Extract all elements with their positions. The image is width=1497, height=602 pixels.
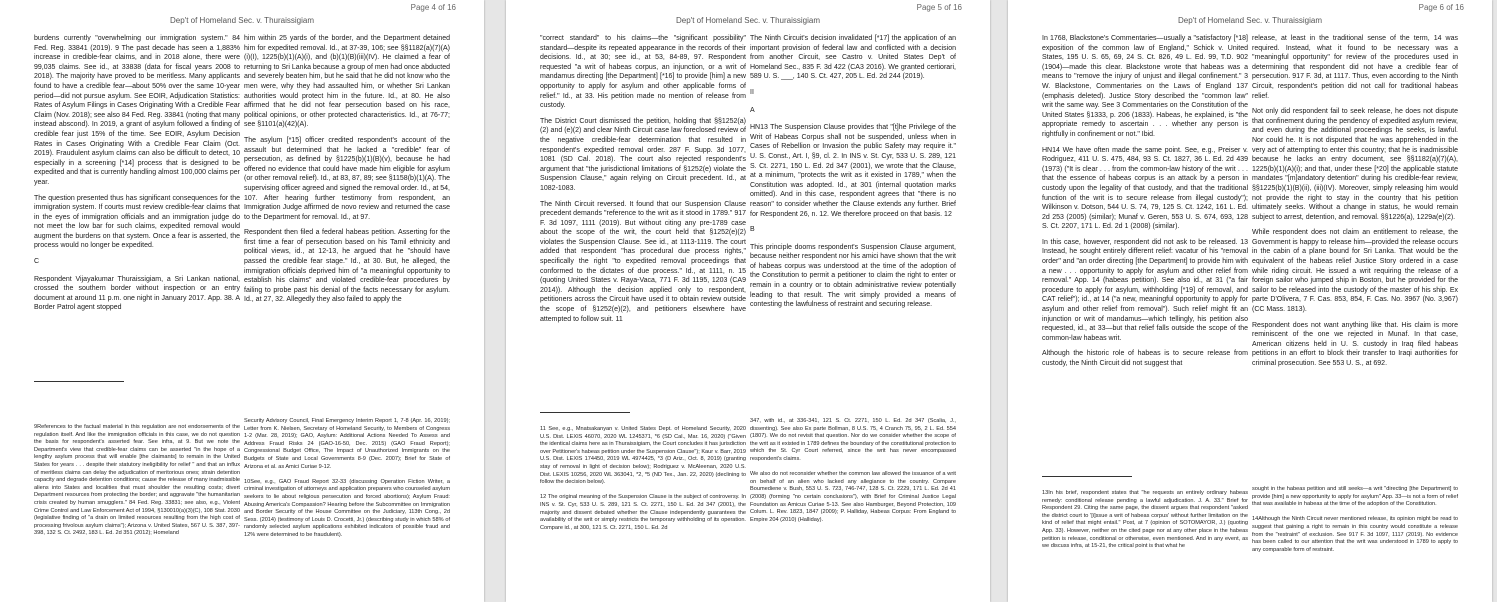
footnote-left: 9References to the factual material in this regulation are not endorsements of the regulation itself. And like the immigration officials in this case, we do not question the basis for respondent's asserted fear. See infra, at 9. But we note the Department's view that credible-fear claims can be asserted "in the hope of a lengthy asylum process that will enable [the claimants] to remain in the United States for years . . . despite their statutory ineligibility for relief " and that an influx of meritless claims can delay the adjudication of meritorious ones; strain detention capacity and degrade detention conditions; cause the release of many inadmissible aliens into States and localities that must shoulder the resulting costs; divert Department resources from protecting the border; and aggravate "the humanitarian crisis created by human smugglers." 84 Fed. Reg. 33831; see also, e.g., Violent Crime Control and Law Enforcement Act of 1994, §130010(a)(3)(C), 108 Stat. 2030 (legislative finding of "a drain on limited resources resulting from the high cost of processing frivolous asylum claims"); Arizona v. United States, 567 U. S. 387, 397-398, 132 S. Ct. 2492, 183 L. Ed. 2d 351 (2012); Homeland — [34, 424, 240, 537]
page-6 — [1008, 0, 1492, 602]
footnote-divider — [34, 381, 124, 382]
paragraph: Respondent Vijayakumar Thuraissigiam, a Sri Lankan national, crossed the southern border without inspection or an entry document at around 11 p.m. one night in January 2017. App. 38. A Border Patrol agent stopped — [34, 275, 240, 312]
running-header: Dep't of Homeland Sec. v. Thuraissigiam — [676, 16, 820, 25]
column-right — [244, 34, 450, 311]
running-header: Dep't of Homeland Sec. v. Thuraissigiam — [1178, 16, 1322, 25]
paragraph: The Ninth Circuit reversed. It found that our Suspension Clause precedent demands "reference to the writ as it stood in 1789." 917 F. 3d 1097, 1111 (2019). But without citing any pre-1789 case about the scope of the writ, the court held that §1252(e)(2) violates the Suspension Clause. See id., at 1113-1119. The court added that respondent "has procedural due process rights," specifically the right "to expedited removal proceedings that conformed to the dictates of due process." Id., at 1111, n. 15 (quoting United States v. Raya-Vaca, 771 F. 3d 1195, 1203 (CA9 2014)). Although the decision applied only to respondent, petitioners across the Circuit have used it to obtain review outside the scope of §1252(e)(2), and petitioners elsewhere have attempted to follow suit. 11 — [540, 200, 746, 323]
page-number: Page 4 of 16 — [410, 3, 456, 12]
paragraph: The Ninth Circuit's decision invalidated [*17] the application of an important provision of federal law and conflicted with a decision from another Circuit, see Castro v. United States Dep't of Homeland Sec., 835 F. 3d 422 (CA3 2016). We granted certiorari, 589 U. S. ___, 140 S. Ct. 427, 205 L. Ed. 2d 244 (2019). — [750, 35, 956, 81]
column-left — [1042, 34, 1248, 375]
column-left — [34, 34, 240, 319]
paragraph: burdens currently "overwhelming our immigration system." 84 Fed. Reg. 33841 (2019). 9 The past decade has seen a 1,883% increase in credible-fear claims, and in 2018 alone, there were 99,035 claims. See id., at 33838 (data for fiscal years 2008 to 2018). The majority have proved to be meritless. Many applicants found to have a credible fear—about 50% over the same 10-year period—did not pursue asylum. See EOIR, Adjudication Statistics: Rates of Asylum Filings in Cases Originating With a Credible Fear Claim (Nov. 2018); see also 84 Fed. Reg. 33841 (noting that many instead abscond). In 2019, a grant of asylum followed a finding of credible fear just 15% of the time. See EOIR, Asylum Decision Rates in Cases Originating With a Credible Fear Claim (Oct. 2019). Fraudulent asylum claims can also be difficult to detect, 10 especially in a screening [*14] process that is designed to be expedited and that is currently handling almost 100,000 claims per year. — [34, 35, 240, 186]
paragraph: While respondent does not claim an entitlement to release, the Government is happy to release him—provided the release occurs in the cabin of a plane bound for Sri Lanka. That would be the equivalent of the habeas relief Justice Story ordered in a case while riding circuit. He issued a writ requiring the release of a foreign sailor who jumped ship in Boston, but he provided for the sailor to be released into the custody of the master of his ship. Ex parte D'Olivera, 7 F. Cas. 853, 854, F. Cas. No. 3967 (No. 3,967) (CC Mass. 1813). — [1252, 229, 1458, 314]
section-heading: C — [34, 258, 40, 266]
paragraph: This principle dooms respondent's Suspension Clause argument, because neither respondent nor his amici have shown that the writ of habeas corpus was understood at the time of the adoption of the Constitution to permit a petitioner to claim the right to enter or remain in a country or to obtain administrative review potentially leading to that result. The writ simply provided a means of contesting the lawfulness of restraint and securing release. — [750, 243, 956, 309]
paragraph: release, at least in the traditional sense of the term, 14 was required. Instead, what it found to be necessary was a "meaningful opportunity" for review of the procedures used in determining that respondent did not have a credible fear of persecution. 917 F. 3d, at 1117. Thus, even according to the Ninth Circuit, respondent's petition did not call for traditional habeas relief. — [1252, 35, 1458, 100]
paragraph: "correct standard" to his claims—the "significant possibility" standard—despite its repeated appearance in the records of their decisions. Id., at 30; see id., at 53, 84-89, 97. Respondent requested "a writ of habeas corpus, an injunction, or a writ of mandamus directing [the Department] [*16] to provide [him] a new opportunity to apply for asylum and other applicable forms of relief." Id., at 33. His petition made no mention of release from custody. — [540, 35, 746, 110]
paragraph: HN14 We have often made the same point. See, e.g., Preiser v. Rodriguez, 411 U. S. 475, 484, 93 S. Ct. 1827, 36 L. Ed. 2d 439 (1973) ("It is clear . . . from the common-law history of the writ . . . that the essence of habeas corpus is an attack by a person in custody upon the legality of that custody, and that the traditional function of the writ is to secure release from illegal custody"); Wilkinson v. Dotson, 544 U. S. 74, 79, 125 S. Ct. 1242, 161 L. Ed. 2d 253 (2005) (similar); Munaf v. Geren, 553 U. S. 674, 693, 128 S. Ct. 2207, 171 L. Ed. 2d 1 (2008) (similar). — [1042, 146, 1248, 231]
paragraph: HN13 The Suspension Clause provides that "[t]he Privilege of the Writ of Habeas Corpus shall not be suspended, unless when in Cases of Rebellion or Invasion the public Safety may require it." U. S. Const., Art. I, §9, cl. 2. In INS v. St. Cyr, 533 U. S. 289, 121 S. Ct. 2271, 150 L. Ed. 2d 347 (2001), we wrote that the Clause, at a minimum, "protects the writ as it existed in 1789," when the Constitution was adopted. Id., at 301 (internal quotation marks omitted). And in this case, respondent agrees that "there is no reason" to consider whether the Clause extends any further. Brief for Respondent 26, n. 12. We therefore proceed on that basis. 12 — [750, 124, 956, 218]
column-right — [750, 34, 956, 316]
paragraph: The District Court dismissed the petition, holding that §§1252(a)(2) and (e)(2) and clear Ninth Circuit case law foreclosed review of the negative credible-fear determination that resulted in respondent's expedited removal order. 287 F. Supp. 3d 1077, 1081 (SD Cal. 2018). The court also rejected respondent's argument that "the jurisdictional limitations of §1252(e) violate the Suspension Clause," again relying on Circuit precedent. Id., at 1082-1083. — [540, 117, 746, 192]
page-number: Page 5 of 16 — [916, 3, 962, 12]
footnote-right: Security Advisory Council, Final Emergency Interim Report 1, 7-8 (Apr. 16, 2019); Letter from K. Nielsen, Secretary of Homeland Security, to Members of Congress 1-2 (Mar. 28, 2019); GAO, Asylum: Additional Actions Needed To Assess and Address Fraud Risks 24 (GAO-16-50, Dec. 2015) (GAO Fraud Report); Congressional Budget Office, The Impact of Unauthorized Immigrants on the Budgets of State and Local Governments 8-9 (Dec. 2007); Brief for State of Arizona et al. as Amici Curiae 9-12. 10See, e.g., GAO Fraud Report 32-33 (discussing Operation Fiction Writer, a criminal investigation of attorneys and application preparers who counseled asylum seekers to lie about religious persecution and forced abortions); Asylum Fraud: Abusing America's Compassion? Hearing before the Subcommittee on Immigration and Border Security of the House Committee on the Judiciary, 113th Cong., 2d Sess. (2014) (testimony of Louis D. Crocetti, Jr.) (describing study in which 58% of randomly selected asylum applications exhibited indicators of possible fraud and 12% were determined to be fraudulent). — [244, 418, 450, 538]
footnote-divider — [540, 412, 630, 413]
paragraph: Respondent then filed a federal habeas petition. Asserting for the first time a fear of persecution based on his Tamil ethnicity and political views, id., at 12-13, he argued that he "should have passed the credible fear stage." Id., at 30. But, he alleged, the immigration officials deprived him of "a meaningful opportunity to establish his claims" and violated credible-fear procedures by failing to probe past his denial of the facts necessary for asylum. Id., at 27, 32. Allegedly they also failed to apply the — [244, 229, 450, 304]
paragraph: Although the historic role of habeas is to secure release from custody, the Ninth Circuit did not suggest that — [1042, 350, 1248, 367]
footnote-divider — [1042, 476, 1132, 477]
section-heading: A — [750, 106, 755, 114]
footnote-left: 13In his brief, respondent states that "he requests an entirely ordinary habeas remedy: conditional release pending a lawful adjudication. J. A. 33." Brief for Respondent 29. Citing the same page, the dissent argues that respondent "asked the district court to '[i]ssue a writ of habeas corpus' without further limitation on the kind of relief that might entail." Post, at 7 (opinion of SOTOMAYOR, J.) (quoting App. 33). However, neither on the cited page nor at any other place in the habeas petition is release, conditional or otherwise, even mentioned. And in any event, as we discuss infra, at 15-21, the critical point is that what he — [1042, 490, 1248, 550]
paragraph: Respondent does not want anything like that. His claim is more reminiscent of the one we rejected in Munaf. In that case, American citizens held in U. S. custody in Iraq filed habeas petitions in an effort to block their transfer to Iraqi authorities for criminal prosecution. See 553 U. S., at 692. — [1252, 321, 1458, 367]
column-right — [1252, 34, 1458, 375]
page-5 — [506, 0, 990, 602]
running-header: Dep't of Homeland Sec. v. Thuraissigiam — [170, 16, 314, 25]
footnote-right: sought in the habeas petition and still seeks—a writ "directing [the Department] to provide [him] a new opportunity to apply for asylum" App. 33—is not a form of relief that was available in habeas at the time of the adoption of the Constitution. 14Although the Ninth Circuit never mentioned release, its opinion might be read to suggest that gaining a right to remain in this country would constitute a release from the "restraint" of exclusion. See 917 F. 3d 1097, 1117 (2019). No evidence has been called to our attention that the writ was understood in 1789 to apply to any comparable form of restraint. — [1252, 486, 1458, 553]
paragraph: In this case, however, respondent did not ask to be released. 13 Instead, he sought entirely different relief: vacatur of his "removal order" and "an order directing [the Department] to provide him with a new . . . opportunity to apply for asylum and other relief from removal." App. 14 (habeas petition). See also id., at 31 ("a fair procedure to apply for asylum, withholding [*19] of removal, and CAT relief"); id., at 14 ("a new, meaningful opportunity to apply for asylum and other relief from removal"). Such relief might fit an injunction or writ of mandamus—which tellingly, his petition also requested, id., at 33—but that relief falls outside the scope of the common-law habeas writ. — [1042, 238, 1248, 342]
paragraph: Not only did respondent fail to seek release, he does not dispute that confinement during the pendency of expedited asylum review, and even during the additional proceedings he seeks, is lawful. Nor could he. It is not disputed that he was apprehended in the very act of attempting to enter this country; that he is inadmissible because he lacks an entry document, see §§1182(a)(7)(A), 1225(b)(1)(A)(i); and that, under these [*20] the applicable statute mandates "[m]andatory detention" during his credible-fear review, §§1225(b)(1)(B)(ii), (iii)(IV). Moreover, simply releasing him would not provide the right to stay in the country that his petition ultimately seeks. Without a change in status, he would remain subject to arrest, detention, and removal. §§1226(a), 1229a(e)(2). — [1252, 108, 1458, 221]
paragraph: The question presented thus has significant consequences for the immigration system. If courts must review credible-fear claims that in the eyes of immigration officials and an immigration judge do not meet the low bar for such claims, expedited removal would augment the burdens on that system. Once a fear is asserted, the process would no longer be expedited. — [34, 194, 240, 250]
page-4 — [0, 0, 484, 602]
page-number: Page 6 of 16 — [1418, 3, 1464, 12]
section-heading: II — [750, 88, 754, 96]
paragraph: him within 25 yards of the border, and the Department detained him for expedited removal. Id., at 37-39, 106; see §§1182(a)(7)(A)(i)(I), 1225(b)(1)(A)(i), and (b)(1)(B)(iii)(IV). He claimed a fear of returning to Sri Lanka because a group of men had once abducted and severely beaten him, but he said that he did not know who the men were, why they had assaulted him, or whether Sri Lankan authorities would protect him in the future. Id., at 80. He also affirmed that he did not fear persecution based on his race, political opinions, or other protected characteristics. Id., at 76-77; see §1101(a)(42)(A). — [244, 35, 450, 129]
footnote-right: 347, with id., at 336-341, 121 S. Ct. 2271, 150 L. Ed. 2d 347 (Scalia, J., dissenting). See also Ex parte Bollman, 8 U.S. 75, 4 Cranch 75, 95, 2 L. Ed. 554 (1807). We do not revisit that question. Nor do we consider whether the scope of the writ as it existed in 1789 defines the boundary of the constitutional protection to which the St. Cyr Court referred, since the writ has never encompassed respondent's claims. We also do not reconsider whether the common law allowed the issuance of a writ on behalf of an alien who lacked any allegiance to the country. Compare Boumediene v. Bush, 553 U. S. 723, 746-747, 128 S. Ct. 2229, 171 L. Ed. 2d 41 (2008) (forming "no certain conclusions"), with Brief for Criminal Justice Legal Foundation as Amicus Curiae 5-13. See also Hamburger, Beyond Protection, 109 Colum. L. Rev. 1823, 1847 (2009); P. Halliday, Habeas Corpus: From England to Empire 204 (2010) (Halliday). — [750, 418, 956, 523]
paragraph: In 1768, Blackstone's Commentaries—usually a "satisfactory [*18] exposition of the common law of England," Schick v. United States, 195 U. S. 65, 69, 24 S. Ct. 826, 49 L. Ed. 99, T.D. 902 (1904)—made this clear. Blackstone wrote that habeas was a means to "remove the injury of unjust and illegal confinement." 3 W. Blackstone, Commentaries on the Laws of England 137 (emphasis deleted). Justice Story described the "common law" writ the same way. See 3 Commentaries on the Constitution of the United States §1333, p. 206 (1833). Habeas, he explained, is "the appropriate remedy to ascertain . . . whether any person is rightfully in confinement or not." Ibid. — [1042, 35, 1248, 138]
paragraph: The asylum [*15] officer credited respondent's account of the assault but determined that he lacked a "credible" fear of persecution, as defined by §1225(b)(1)(B)(v), because he had offered no evidence that could have made him eligible for asylum (or other removal relief). Id., at 83, 87, 89; see §1158(b)(1)(A). The supervising officer agreed and signed the removal order. Id., at 54, 107. After hearing further testimony from respondent, an Immigration Judge affirmed de novo review and returned the case to the Department for removal. Id., at 97. — [244, 136, 450, 221]
footnote-left: 11 See, e.g., Mnatsakanyan v. United States Dept. of Homeland Security, 2020 U.S. Dist. LEXIS 46070, 2020 WL 1245371, *6 (SD Cal., Mar. 16, 2020) ("Given the identical claims here as in Thuraissigiam, the Court concludes it has jurisdiction over Petitioner's habeas petition under the Suspension Clause"); Kaur v. Barr, 2019 U.S. Dist. LEXIS 174450, 2019 WL 4974425, *3 (D Ariz., Oct. 8, 2019) (granting stay of removal in light of decision below); Rodriguez v. McAleenan, 2020 U.S. Dist. LEXIS 10256, 2020 WL 363041, *2, *5 (ND Tex., Jan. 22, 2020) (declining to follow the decision below). 12 The original meaning of the Suspension Clause is the subject of controversy. In INS v. St. Cyr, 533 U. S. 289, 121 S. Ct. 2271, 150 L. Ed. 2d 347 (2001), the majority and dissent debated whether the Clause independently guarantees the availability of the writ or simply restricts the temporary withholding of its operation. Compare id., at 300, 121 S. Ct. 2271, 150 L. Ed. 2d — [540, 426, 747, 531]
section-heading: B — [750, 226, 755, 234]
column-left — [540, 34, 746, 330]
